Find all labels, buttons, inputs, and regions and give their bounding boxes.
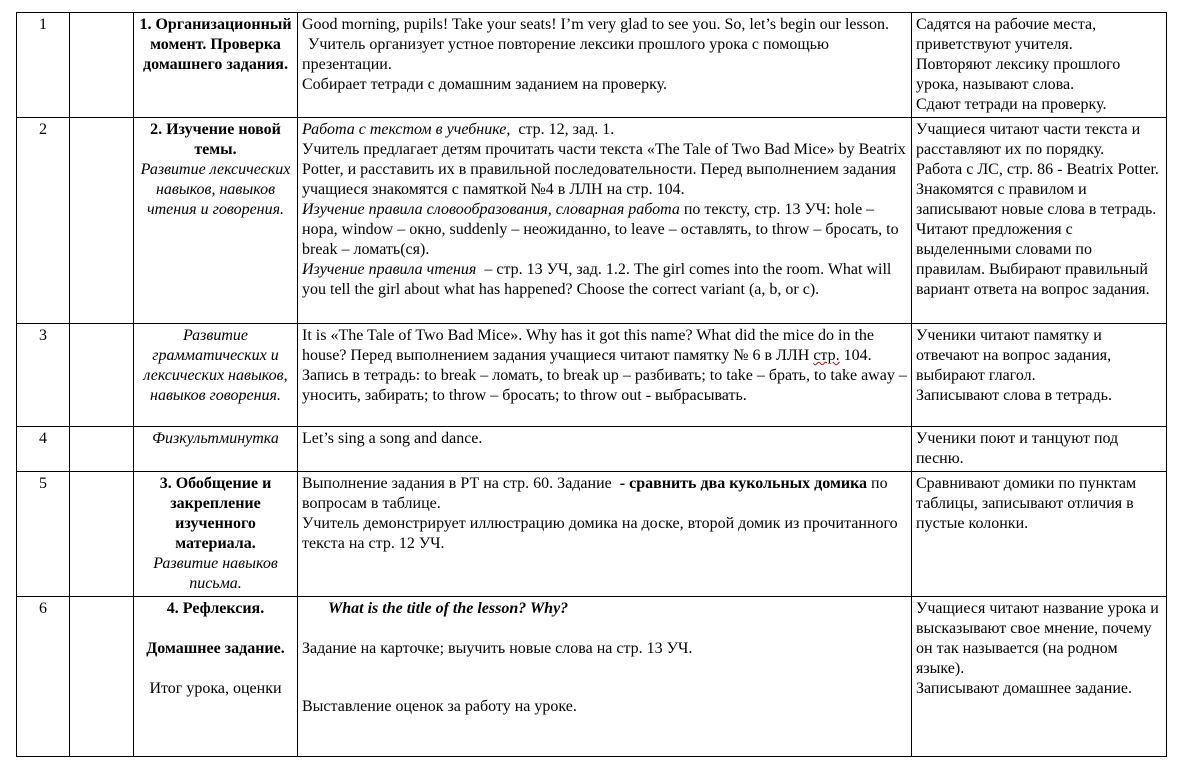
- pupil-text: Ученики читают памятку и отвечают на вопрос задания, выбирают глагол.: [916, 327, 1112, 384]
- table-row: [17, 427, 1167, 472]
- teacher-text-main: Выполнение задания в РТ на стр. 60. Задание: [302, 475, 612, 492]
- spacer: [138, 619, 293, 639]
- pupil-text: Учащиеся читают название урока и высказывают свое мнение, почему он так называется (на родном языке).: [916, 600, 1159, 677]
- teacher-question: What is the title of the lesson? Why?: [328, 600, 569, 617]
- pupil-text: Сравнивают домики по пунктам таблицы, записывают отличия в пустые колонки.: [916, 475, 1137, 532]
- teacher-text: Учитель организует устное повторение лексики прошлого урока с помощью презентации.: [302, 36, 829, 73]
- stage-cell: [134, 324, 298, 427]
- spellcheck-word: стр.: [813, 347, 840, 364]
- empty-cell: [70, 427, 134, 472]
- teacher-text: Задание на карточке; выучить новые слова на стр. 13 УЧ.: [302, 640, 693, 657]
- teacher-text: Let’s sing a song and dance.: [302, 430, 483, 447]
- teacher-text: Учитель демонстрирует иллюстрацию домика на доске, второй домик из прочитанного текста на стр. 12 УЧ.: [302, 515, 898, 552]
- stage-cell: [134, 118, 298, 324]
- pupil-activity-cell: [912, 427, 1167, 472]
- teacher-activity-cell: [298, 597, 912, 757]
- pupil-activity-cell: [912, 324, 1167, 427]
- pupil-text: Записывают слова в тетрадь.: [916, 387, 1112, 404]
- teacher-text: [302, 200, 907, 260]
- teacher-activity-cell: [298, 427, 912, 472]
- table-row: [17, 118, 1167, 324]
- stage-title: 3. Обобщение и закрепление изученного материала.: [159, 475, 272, 552]
- table-row: [17, 472, 1167, 597]
- stage-note: Физкультминутка: [152, 430, 279, 447]
- table-row: [17, 13, 1167, 118]
- empty-cell: [70, 324, 134, 427]
- stage-title: 1. Организационный момент. Проверка домашнего задания.: [139, 16, 292, 73]
- teacher-text: Good morning, pupils! Take your seats! I’m very glad to see you. So, let’s begin our lesson.: [302, 16, 889, 33]
- pupil-text: Работа с ЛС, стр. 86 - Beatrix Potter.: [916, 161, 1159, 178]
- pupil-activity-cell: [912, 118, 1167, 324]
- empty-cell: [70, 118, 134, 324]
- teacher-text-end: 104.: [843, 347, 872, 364]
- table-row: [17, 324, 1167, 427]
- teacher-text: [302, 326, 907, 366]
- teacher-text: [302, 474, 907, 514]
- pupil-text: Повторяют лексику прошлого урока, называют слова.: [916, 56, 1121, 93]
- teacher-text-end: по вопросам в таблице.: [302, 475, 888, 512]
- empty-cell: [70, 13, 134, 118]
- teacher-text-bold: - сравнить два кукольных домика: [619, 475, 868, 492]
- stage-cell: [134, 597, 298, 757]
- row-number: 1: [17, 13, 70, 118]
- pupil-text: Сдают тетради на проверку.: [916, 96, 1107, 113]
- row-number: 6: [17, 597, 70, 757]
- teacher-text-main: It is «The Tale of Two Bad Mice». Why has it got this name? What did the mice do in the house? Перед выполнением задания учащиеся читают памятку № 6 в ЛЛН: [302, 327, 875, 364]
- teacher-text: Запись в тетрадь: to break – ломать, to break up – разбивать; to take – брать, to take away – уносить, забирать; to throw – бросать; to throw out - выбрасывать.: [302, 367, 907, 404]
- spacer: [138, 659, 293, 679]
- lesson-plan-table: [16, 12, 1167, 757]
- pupil-text: Записывают домашнее задание.: [916, 680, 1132, 697]
- pupil-activity-cell: [912, 472, 1167, 597]
- stage-title: 4. Рефлексия.: [166, 600, 265, 617]
- spacer: [302, 619, 907, 639]
- teacher-text-rest: – стр. 13 УЧ, зад. 1.2. The girl comes into the room. What will you tell the girl about what has happened? Choose the correct variant (a, b, or c).: [302, 261, 892, 298]
- teacher-text-italic: Работа с текстом в учебнике,: [302, 121, 511, 138]
- pupil-text: Знакомятся с правилом и записывают новые слова в тетрадь.: [916, 181, 1157, 218]
- pupil-text: Читают предложения с выделенными словами по правилам. Выбирают правильный вариант ответа на вопрос задания.: [916, 221, 1150, 298]
- stage-note: Развитие навыков письма.: [153, 555, 278, 592]
- spacer: [302, 679, 907, 697]
- row-number: 4: [17, 427, 70, 472]
- teacher-text-italic: Изучение правила словообразования, словарная работа: [302, 201, 680, 218]
- stage-title: 2. Изучение новой темы.: [150, 121, 281, 158]
- teacher-text-rest: стр. 12, зад. 1.: [518, 121, 615, 138]
- teacher-text: Учитель предлагает детям прочитать части текста «The Tale of Two Bad Mice» by Beatrix Potter, и расставить их в правильной последовательности. Перед выполнением задания учащиеся знакомятся с памяткой №4 в ЛЛН на стр. 104.: [302, 141, 906, 198]
- teacher-text: [302, 260, 907, 300]
- stage-note: Развитие лексических навыков, навыков чтения и говорения.: [140, 161, 291, 218]
- row-number: 2: [17, 118, 70, 324]
- stage-cell: [134, 472, 298, 597]
- table-row: [17, 597, 1167, 757]
- teacher-text-italic: Изучение правила чтения: [302, 261, 477, 278]
- empty-cell: [70, 472, 134, 597]
- teacher-activity-cell: [298, 472, 912, 597]
- teacher-text-rest: по тексту, стр. 13 УЧ: hole – нора, window – окно, suddenly – неожиданно, to leave – оставлять, to throw – бросать, to break – ломать(ся).: [302, 201, 899, 258]
- stage-cell: [134, 13, 298, 118]
- teacher-text: [302, 120, 907, 140]
- stage-cell: [134, 427, 298, 472]
- teacher-activity-cell: [298, 324, 912, 427]
- stage-plain: Итог урока, оценки: [149, 680, 282, 697]
- pupil-activity-cell: [912, 13, 1167, 118]
- row-number: 3: [17, 324, 70, 427]
- teacher-activity-cell: [298, 118, 912, 324]
- pupil-text: Ученики поют и танцуют под песню.: [916, 430, 1119, 467]
- pupil-text: Учащиеся читают части текста и расставляют их по порядку.: [916, 121, 1141, 158]
- pupil-activity-cell: [912, 597, 1167, 757]
- stage-title: Домашнее задание.: [146, 640, 285, 657]
- row-number: 5: [17, 472, 70, 597]
- teacher-activity-cell: [298, 13, 912, 118]
- pupil-text: Садятся на рабочие места, приветствуют учителя.: [916, 16, 1097, 53]
- empty-cell: [70, 597, 134, 757]
- stage-note: Развитие грамматических и лексических навыков, навыков говорения.: [143, 327, 288, 404]
- spacer: [302, 659, 907, 679]
- teacher-text: Собирает тетради с домашним заданием на проверку.: [302, 76, 668, 93]
- teacher-text: Выставление оценок за работу на уроке.: [302, 698, 577, 715]
